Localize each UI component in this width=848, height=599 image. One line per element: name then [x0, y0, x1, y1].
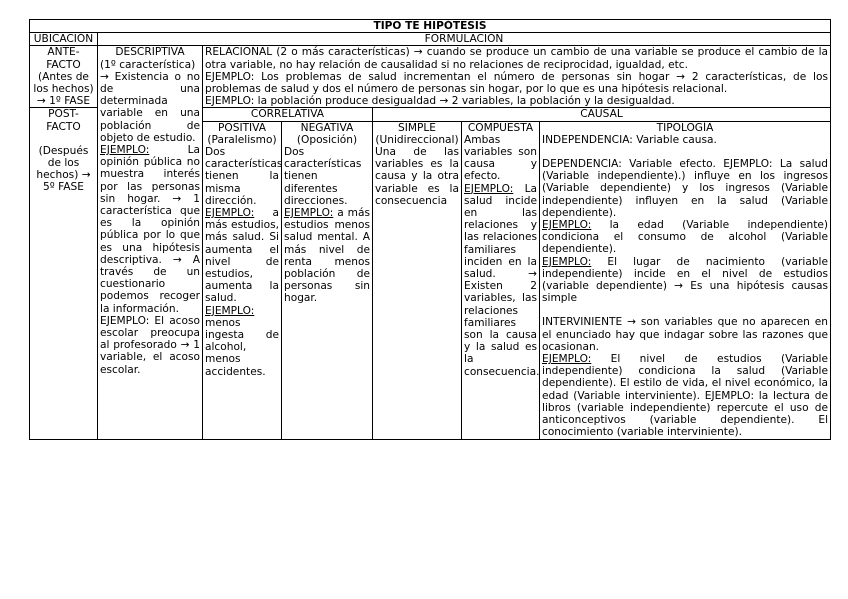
example-text: La salud incide en las relaciones y las relaciones familiares inciden en la salud. → Existen 2 variables, las relaciones familiares son la causa y la salud es la consecuencia. — [464, 182, 540, 378]
descriptiva-title: DESCRIPTIVA — [115, 46, 185, 59]
tipologia-example-2 — [542, 256, 828, 305]
antefacto-label: ANTE-FACTO (Antes de los hechos) → 1º FASE — [33, 46, 94, 108]
example-text: El nivel de estudios (Variable independiente) condiciona la salud (Variable dependiente). El estilo de vida, el nivel económico, la edad (Variable interviniente). EJEMPLO: la lectura de libros (variable independiente) repercute el uso de anticonceptivos (variable dependiente). El conocimiento (variable interviniente). — [542, 353, 829, 439]
tipologia-independencia: INDEPENDENCIA: Variable causa. — [542, 133, 717, 146]
positiva-subtitle: (Paralelismo) — [207, 133, 277, 146]
descriptiva-example-2: EJEMPLO: El acoso escolar preocupa al profesorado → 1 variable, el acoso escolar. — [100, 314, 200, 376]
example-text: la edad (Variable independiente) condiciona el consumo de alcohol (Variable dependiente). — [542, 219, 829, 256]
example-label: EJEMPLO: — [464, 182, 514, 195]
tipologia-dependencia: DEPENDENCIA: Variable efecto. EJEMPLO: La salud (Variable independiente).) influye en los ingresos (Variable dependiente) y los ingresos (Variable independiente) influyen en la salud (Variable dependiente). — [542, 158, 829, 219]
negativa-subtitle: (Oposición) — [296, 133, 358, 146]
positiva-definition: Dos características tienen la misma dirección. — [205, 146, 283, 207]
antefacto-cell — [30, 46, 98, 108]
simple-subtitle: (Unidireccional) — [375, 133, 459, 146]
example-text: a más estudios menos salud mental. A más nivel de renta menos población de personas sin hogar. — [284, 207, 370, 305]
negativa-example — [284, 207, 370, 305]
simple-title: SIMPLE — [398, 121, 436, 134]
example-text: La opinión pública no muestra interés por las personas sin hogar. → 1 característica que es la opinión pública por lo que es una hipótesis descriptiva. → A través de un cuestionario podemos recoger la información. — [100, 144, 200, 315]
relacional-cell — [203, 46, 831, 108]
postfacto-detail: (Después de los hechos) → 5º FASE — [36, 144, 91, 194]
causal-header: CAUSAL — [373, 108, 831, 121]
example-label: EJEMPLO: — [205, 207, 255, 220]
tipologia-example-3 — [542, 353, 828, 438]
example-label: EJEMPLO: — [542, 255, 592, 268]
example-text: El lugar de nacimiento (variable independiente) incide en el nivel de estudios (variable dependiente) → Es una hipótesis causas simple — [542, 255, 829, 305]
descriptiva-subtitle: (1º característica) — [100, 58, 196, 71]
positiva-title: POSITIVA — [218, 121, 266, 134]
positiva-example-2 — [205, 305, 279, 378]
correlativa-header: CORRELATIVA — [203, 108, 373, 121]
negativa-cell — [282, 121, 373, 439]
tipologia-example-1 — [542, 219, 828, 256]
example-text: menos ingesta de alcohol, menos accidentes. — [205, 316, 279, 378]
example-label: EJEMPLO: — [542, 219, 592, 232]
negativa-definition: Dos características tienen diferentes direcciones. — [284, 146, 362, 207]
postfacto-cell — [30, 108, 98, 439]
compuesta-cell — [462, 121, 540, 439]
example-label: EJEMPLO: — [205, 304, 255, 317]
example-label: EJEMPLO: — [284, 207, 334, 220]
table-title: TIPO TE HIPÓTESIS — [30, 20, 831, 33]
relacional-example-1: EJEMPLO: Los problemas de salud incrementan el número de personas sin hogar → 2 características, de los problemas de salud y dos el número de personas sin hogar, por lo que es una hipótesis relacional. — [205, 70, 829, 96]
positiva-cell — [203, 121, 282, 439]
relacional-definition: RELACIONAL (2 o más características) → cuando se produce un cambio de una variable se produce el cambio de la otra variable, no hay relación de causalidad si no relaciones de reciprocidad, igualdad, etc. — [205, 46, 829, 71]
compuesta-example — [464, 182, 540, 378]
postfacto-label: POST-FACTO — [46, 108, 81, 133]
formulacion-header: FORMULACIÓN — [98, 33, 831, 46]
example-label: EJEMPLO: — [100, 144, 150, 157]
descriptiva-cell — [98, 46, 203, 439]
example-label: EJEMPLO: — [542, 353, 592, 366]
ubicacion-header: UBICACIÓN — [30, 33, 98, 46]
positiva-example — [205, 207, 279, 305]
negativa-title: NEGATIVA — [300, 121, 354, 134]
tipologia-cell — [540, 121, 831, 439]
compuesta-title: COMPUESTA — [467, 121, 534, 134]
tipologia-interviniente: INTERVINIENTE → son variables que no aparecen en el enunciado hay que indagar sobre las razones que ocasionan. — [542, 316, 829, 353]
hypothesis-types-table — [29, 19, 831, 440]
descriptiva-definition: → Existencia o no de una determinada variable en una población de objeto de estudio. — [100, 70, 200, 144]
simple-cell — [373, 121, 462, 439]
tipologia-title: TIPOLOGÍA — [656, 121, 714, 134]
compuesta-definition: Ambas variables son causa y efecto. — [464, 133, 537, 183]
descriptiva-example — [100, 144, 200, 315]
relacional-example-2: EJEMPLO: la población produce desigualdad → 2 variables, la población y la desigualdad. — [205, 95, 675, 108]
simple-definition: Una de las variables es la causa y la otra variable es la consecuencia — [375, 146, 459, 207]
example-text: a más estudios, más salud. Si aumenta el nivel de estudios, aumenta la salud. — [205, 207, 279, 305]
